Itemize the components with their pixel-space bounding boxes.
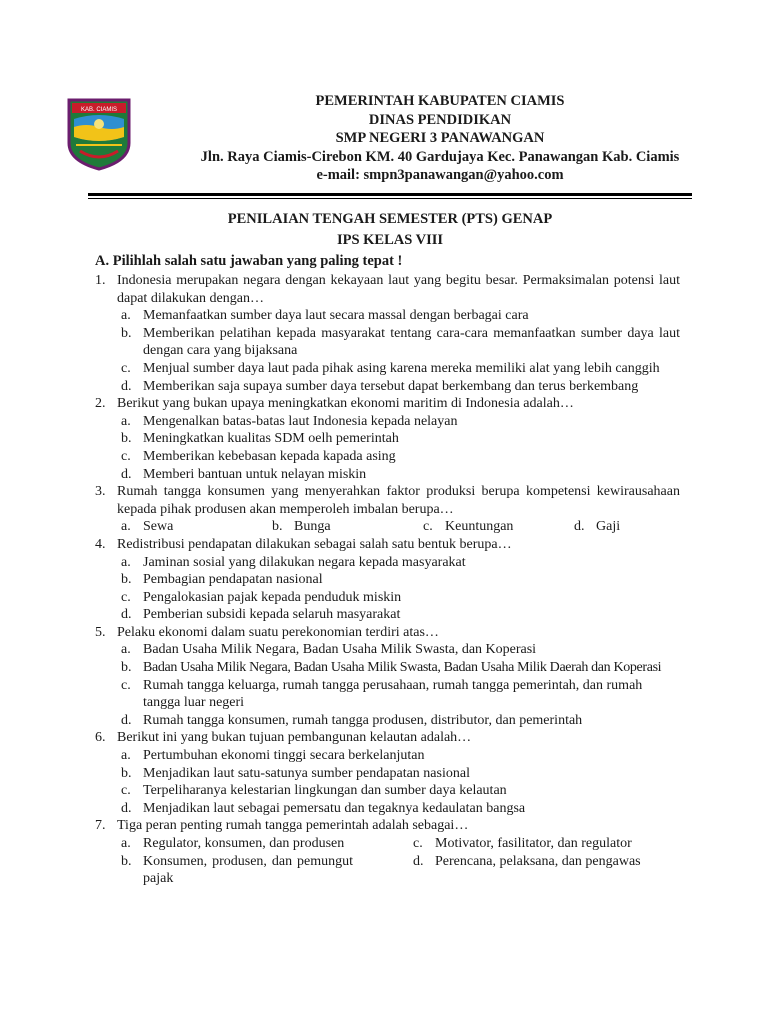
option-item	[121, 413, 680, 431]
letterhead	[160, 92, 720, 185]
question-item	[95, 272, 680, 395]
option-item	[423, 518, 574, 536]
option-text: Motivator, fasilitator, dan regulator	[435, 836, 632, 851]
letterhead-email: e-mail: smpn3panawangan@yahoo.com	[316, 167, 564, 183]
question-number: 5.	[95, 624, 106, 640]
option-text: Mengenalkan batas-batas laut Indonesia kepada nelayan	[143, 413, 458, 429]
option-label: a.	[121, 748, 131, 764]
letterhead-address: Jln. Raya Ciamis-Cirebon KM. 40 Gardujaya Kec. Panawangan Kab. Ciamis	[200, 148, 680, 165]
question-item	[95, 483, 680, 536]
option-text: Pembagian pendapatan nasional	[143, 572, 323, 588]
option-label: b.	[121, 765, 132, 781]
option-label: c.	[121, 448, 131, 464]
option-item	[121, 782, 680, 800]
option-item	[121, 800, 680, 818]
option-label: d.	[413, 853, 424, 869]
question-number: 6.	[95, 730, 106, 746]
option-text: Gaji	[596, 519, 621, 535]
option-text: Pemberian subsidi kepada selaruh masyarakat	[143, 607, 401, 623]
option-item	[121, 378, 680, 396]
option-item	[413, 853, 680, 871]
question-text: Tiga peran penting rumah tangga pemerintah adalah sebagai…	[117, 818, 469, 834]
option-label: d.	[121, 800, 132, 816]
option-label: d.	[121, 466, 132, 482]
header-divider-thin	[88, 198, 692, 199]
option-item	[121, 835, 413, 853]
option-text: Memberikan kebebasan kepada kapada asing	[143, 448, 396, 464]
option-item	[121, 641, 680, 659]
question-item	[95, 395, 680, 483]
option-text: Perencana, pelaksana, dan pengawas	[435, 853, 641, 869]
option-item	[121, 589, 680, 607]
option-item	[121, 448, 680, 466]
header-divider-thick	[88, 193, 692, 196]
option-item	[121, 571, 680, 589]
question-text: Indonesia merupakan negara dengan kekayaan laut yang begitu besar. Permaksimalan potensi laut dapat dilakukan dengan…	[117, 273, 680, 306]
question-text: Rumah tangga konsumen yang menyerahkan faktor produksi berupa kompetensi kewirausahaan kepada pihak produsen akan memperoleh imbalan berupa…	[117, 484, 680, 517]
option-label: a.	[121, 836, 131, 851]
letterhead-department: DINAS PENDIDIKAN	[368, 111, 512, 128]
option-label: b.	[121, 572, 132, 588]
question-number: 3.	[95, 484, 106, 500]
question-number: 1.	[95, 273, 106, 288]
option-item	[121, 466, 680, 484]
emblem-label: KAB. CIAMIS	[80, 107, 118, 113]
question-text: Pelaku ekonomi dalam suatu perekonomian terdiri atas…	[117, 624, 439, 640]
option-label: c.	[121, 783, 131, 799]
option-text: Terpeliharanya kelestarian lingkungan dan sumber daya kelautan	[143, 783, 507, 799]
option-text: Jaminan sosial yang dilakukan negara kepada masyarakat	[143, 554, 466, 570]
option-item	[121, 518, 272, 536]
option-item	[121, 712, 680, 730]
option-item	[121, 606, 680, 624]
option-label: c.	[121, 360, 131, 376]
option-text: Menjadikan laut sebagai pemersatu dan tegaknya kedaulatan bangsa	[143, 800, 526, 816]
option-label: a.	[121, 554, 131, 570]
option-item	[121, 360, 680, 378]
option-text: Menjadikan laut satu-satunya sumber pendapatan nasional	[143, 765, 470, 781]
exam-title: PENILAIAN TENGAH SEMESTER (PTS) GENAP	[227, 211, 553, 227]
option-label: b.	[121, 853, 132, 869]
option-item	[121, 307, 680, 325]
question-number: 2.	[95, 396, 106, 412]
option-label: d.	[121, 607, 132, 623]
option-item	[121, 853, 413, 888]
question-text: Berikut ini yang bukan tujuan pembangunan kelautan adalah…	[117, 730, 472, 746]
option-text: Memberikan pelatihan kepada masyarakat tentang cara-cara memanfaatkan sumber daya laut dengan cara yang bijaksana	[143, 325, 680, 359]
question-item	[95, 817, 680, 887]
option-label: a.	[121, 642, 131, 658]
option-text: Pertumbuhan ekonomi tinggi secara berkelanjutan	[143, 748, 425, 764]
option-item	[121, 677, 680, 712]
option-label: c.	[413, 836, 423, 851]
option-item	[121, 747, 680, 765]
question-list	[95, 272, 680, 888]
option-label: a.	[121, 308, 131, 324]
option-label: a.	[121, 413, 131, 429]
question-number: 4.	[95, 536, 106, 552]
option-text: Memberikan saja supaya sumber daya tersebut dapat berkembang dan terus berkembang	[143, 378, 639, 394]
option-item	[121, 430, 680, 448]
option-text: Badan Usaha Milik Negara, Badan Usaha Milik Swasta, dan Koperasi	[143, 642, 537, 658]
option-text: Meningkatkan kualitas SDM oelh pemerintah	[143, 431, 399, 447]
option-label: a.	[121, 519, 131, 535]
option-label: c.	[121, 589, 131, 605]
question-item	[95, 729, 680, 817]
option-label: b.	[121, 325, 132, 341]
option-item	[574, 518, 620, 536]
option-label: c.	[121, 677, 131, 693]
question-item	[95, 624, 680, 730]
option-text: Memberi bantuan untuk nelayan miskin	[143, 466, 367, 482]
option-item	[272, 518, 423, 536]
option-item	[121, 765, 680, 783]
option-text: Keuntungan	[445, 519, 514, 535]
district-emblem-icon	[66, 97, 132, 171]
option-label: b.	[272, 519, 283, 535]
option-label: d.	[121, 712, 132, 728]
question-item	[95, 536, 680, 624]
option-text: Bunga	[294, 519, 331, 535]
option-text: Regulator, konsumen, dan produsen	[143, 836, 345, 851]
exam-subtitle: IPS KELAS VIII	[336, 232, 444, 248]
option-text: Menjual sumber daya laut pada pihak asing karena mereka memiliki alat yang lebih canggih	[143, 360, 660, 376]
option-label: b.	[121, 431, 132, 447]
option-text: Sewa	[143, 519, 174, 535]
option-text: Rumah tangga konsumen, rumah tangga produsen, distributor, dan pemerintah	[143, 712, 583, 728]
option-label: b.	[121, 660, 132, 676]
option-label: d.	[121, 378, 132, 394]
option-label: c.	[423, 519, 433, 535]
question-text: Redistribusi pendapatan dilakukan sebagai salah satu bentuk berupa…	[117, 536, 512, 552]
question-text: Berikut yang bukan upaya meningkatkan ekonomi maritim di Indonesia adalah…	[117, 396, 574, 412]
option-item	[413, 835, 680, 853]
option-item	[121, 554, 680, 572]
option-label: d.	[574, 519, 585, 535]
letterhead-government: PEMERINTAH KABUPATEN CIAMIS	[315, 93, 565, 109]
option-text: Badan Usaha Milik Negara, Badan Usaha Milik Swasta, Badan Usaha Milik Daerah dan Koperasi	[143, 660, 662, 676]
option-item	[121, 325, 680, 360]
option-item	[121, 659, 680, 677]
section-heading: A. Pilihlah salah satu jawaban yang paling tepat !	[95, 253, 403, 269]
option-text: Konsumen, produsen, dan pemungut pajak	[143, 853, 353, 887]
question-number: 7.	[95, 818, 106, 834]
option-text: Rumah tangga keluarga, rumah tangga perusahaan, rumah tangga pemerintah, dan rumah tangga luar negeri	[143, 677, 643, 711]
option-text: Pengalokasian pajak kepada penduduk miskin	[143, 589, 402, 605]
option-text: Memanfaatkan sumber daya laut secara massal dengan berbagai cara	[143, 308, 529, 324]
letterhead-school: SMP NEGERI 3 PANAWANGAN	[335, 130, 545, 146]
